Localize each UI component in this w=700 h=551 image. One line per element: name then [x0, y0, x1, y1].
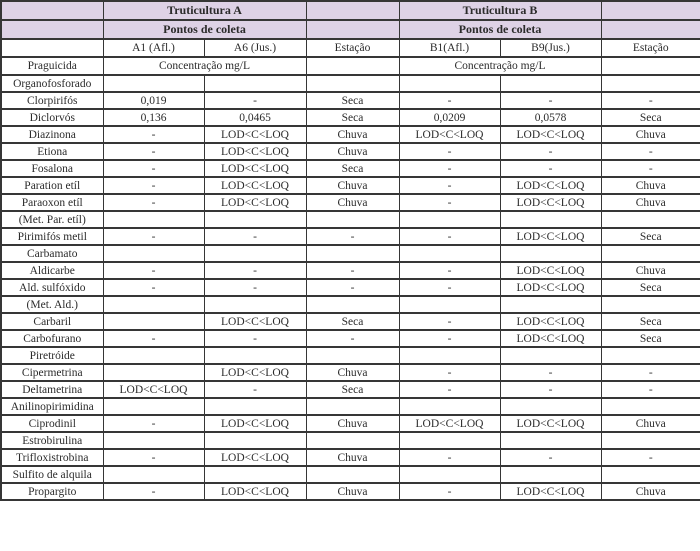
value-cell: Chuva	[601, 483, 700, 500]
value-cell: -	[306, 279, 399, 296]
table-row	[1, 483, 700, 500]
table-row	[1, 126, 700, 143]
value-cell: -	[500, 160, 601, 177]
value-cell: -	[103, 177, 204, 194]
value-cell: 0,0209	[399, 109, 500, 126]
value-cell	[399, 466, 500, 483]
table-row	[1, 432, 700, 449]
table-row	[1, 245, 700, 262]
value-cell: -	[399, 483, 500, 500]
value-cell: -	[500, 143, 601, 160]
value-cell: 0,0578	[500, 109, 601, 126]
value-cell	[601, 245, 700, 262]
value-cell	[500, 245, 601, 262]
table-row	[1, 364, 700, 381]
value-cell: -	[204, 279, 306, 296]
value-cell: -	[500, 92, 601, 109]
table-row	[1, 177, 700, 194]
value-cell	[601, 75, 700, 92]
value-cell	[103, 296, 204, 313]
value-cell: -	[103, 279, 204, 296]
value-cell	[103, 75, 204, 92]
value-cell: -	[399, 449, 500, 466]
header-row-farms	[1, 1, 700, 20]
pesticide-label: Piretróide	[1, 347, 103, 364]
spacer-cell	[601, 1, 700, 20]
value-cell: -	[103, 160, 204, 177]
value-cell: -	[399, 330, 500, 347]
pesticide-label: (Met. Ald.)	[1, 296, 103, 313]
value-cell: Chuva	[306, 143, 399, 160]
value-cell	[601, 296, 700, 313]
value-cell: Seca	[601, 109, 700, 126]
value-cell: -	[399, 364, 500, 381]
table-row	[1, 109, 700, 126]
pesticide-label: Diazinona	[1, 126, 103, 143]
value-cell: -	[399, 160, 500, 177]
value-cell: -	[103, 330, 204, 347]
value-cell: -	[500, 381, 601, 398]
pesticide-label: Propargito	[1, 483, 103, 500]
praguicida-label: Praguicida	[1, 57, 103, 75]
value-cell	[306, 347, 399, 364]
pesticide-label: (Met. Par. etíl)	[1, 211, 103, 228]
value-cell	[399, 347, 500, 364]
table-row	[1, 313, 700, 330]
collection-points-a-header: Pontos de coleta	[103, 20, 306, 39]
concentration-unit-b: Concentração mg/L	[399, 57, 601, 75]
pesticide-label: Clorpirifós	[1, 92, 103, 109]
value-cell: Seca	[601, 228, 700, 245]
value-cell	[399, 75, 500, 92]
value-cell: LOD<C<LOQ	[204, 126, 306, 143]
value-cell: LOD<C<LOQ	[500, 415, 601, 432]
value-cell: -	[204, 92, 306, 109]
value-cell: Chuva	[306, 415, 399, 432]
value-cell: Seca	[601, 330, 700, 347]
corner-cell	[1, 20, 103, 39]
value-cell: Seca	[306, 160, 399, 177]
value-cell: LOD<C<LOQ	[500, 194, 601, 211]
pesticide-label: Etiona	[1, 143, 103, 160]
value-cell	[306, 432, 399, 449]
value-cell: LOD<C<LOQ	[500, 177, 601, 194]
value-cell	[204, 296, 306, 313]
value-cell: LOD<C<LOQ	[103, 381, 204, 398]
value-cell	[306, 75, 399, 92]
value-cell: -	[204, 228, 306, 245]
pesticide-label: Ald. sulfóxido	[1, 279, 103, 296]
value-cell: -	[103, 449, 204, 466]
value-cell: -	[601, 160, 700, 177]
value-cell	[500, 398, 601, 415]
value-cell: -	[399, 279, 500, 296]
value-cell: Seca	[306, 109, 399, 126]
value-cell: -	[601, 364, 700, 381]
value-cell: LOD<C<LOQ	[204, 143, 306, 160]
pesticide-label: Carbofurano	[1, 330, 103, 347]
spacer-cell	[306, 1, 399, 20]
value-cell: LOD<C<LOQ	[204, 364, 306, 381]
value-cell: Chuva	[306, 194, 399, 211]
value-cell: LOD<C<LOQ	[399, 126, 500, 143]
value-cell: -	[103, 483, 204, 500]
value-cell	[500, 466, 601, 483]
value-cell: -	[399, 92, 500, 109]
value-cell: Chuva	[306, 449, 399, 466]
value-cell: LOD<C<LOQ	[204, 415, 306, 432]
value-cell	[103, 211, 204, 228]
value-cell	[601, 432, 700, 449]
value-cell	[601, 398, 700, 415]
value-cell: -	[399, 381, 500, 398]
col-header-season-b: Estação	[601, 39, 700, 57]
table-row	[1, 381, 700, 398]
value-cell	[204, 466, 306, 483]
value-cell: -	[204, 262, 306, 279]
corner-cell	[1, 39, 103, 57]
spacer-cell	[601, 57, 700, 75]
header-row-columns	[1, 39, 700, 57]
value-cell: Chuva	[601, 126, 700, 143]
value-cell: Chuva	[601, 177, 700, 194]
value-cell: -	[103, 126, 204, 143]
value-cell: LOD<C<LOQ	[500, 228, 601, 245]
value-cell: Seca	[601, 279, 700, 296]
value-cell: Seca	[306, 313, 399, 330]
table-row	[1, 279, 700, 296]
value-cell	[204, 347, 306, 364]
value-cell	[399, 398, 500, 415]
value-cell: -	[103, 143, 204, 160]
value-cell	[601, 347, 700, 364]
pesticide-label: Cipermetrina	[1, 364, 103, 381]
value-cell: LOD<C<LOQ	[204, 449, 306, 466]
value-cell: -	[399, 228, 500, 245]
pesticide-label: Fosalona	[1, 160, 103, 177]
pesticide-label: Carbamato	[1, 245, 103, 262]
value-cell: -	[306, 228, 399, 245]
table-row	[1, 330, 700, 347]
pesticide-label: Aldicarbe	[1, 262, 103, 279]
value-cell: Chuva	[601, 415, 700, 432]
value-cell: LOD<C<LOQ	[204, 313, 306, 330]
value-cell: -	[399, 313, 500, 330]
value-cell	[399, 211, 500, 228]
value-cell: LOD<C<LOQ	[204, 194, 306, 211]
value-cell	[500, 347, 601, 364]
value-cell	[103, 364, 204, 381]
value-cell: LOD<C<LOQ	[500, 330, 601, 347]
value-cell: -	[601, 381, 700, 398]
value-cell: Chuva	[306, 364, 399, 381]
value-cell	[103, 466, 204, 483]
value-cell: -	[103, 194, 204, 211]
value-cell: LOD<C<LOQ	[500, 313, 601, 330]
table-row	[1, 262, 700, 279]
value-cell: LOD<C<LOQ	[399, 415, 500, 432]
value-cell: LOD<C<LOQ	[500, 262, 601, 279]
value-cell: Seca	[306, 92, 399, 109]
value-cell	[103, 245, 204, 262]
pesticide-label: Pirimifós metil	[1, 228, 103, 245]
value-cell: -	[306, 262, 399, 279]
table-row	[1, 92, 700, 109]
table-row	[1, 296, 700, 313]
value-cell: LOD<C<LOQ	[500, 126, 601, 143]
value-cell: LOD<C<LOQ	[204, 177, 306, 194]
spacer-cell	[306, 57, 399, 75]
col-header-a1: A1 (Afl.)	[103, 39, 204, 57]
col-header-season-a: Estação	[306, 39, 399, 57]
value-cell: -	[103, 415, 204, 432]
value-cell: -	[103, 228, 204, 245]
value-cell: Chuva	[601, 262, 700, 279]
value-cell	[500, 296, 601, 313]
value-cell	[399, 432, 500, 449]
collection-points-b-header: Pontos de coleta	[399, 20, 601, 39]
value-cell: LOD<C<LOQ	[500, 483, 601, 500]
pesticide-label: Ciprodinil	[1, 415, 103, 432]
value-cell	[399, 296, 500, 313]
col-header-b1: B1(Afl.)	[399, 39, 500, 57]
value-cell	[500, 75, 601, 92]
value-cell	[204, 398, 306, 415]
value-cell	[500, 211, 601, 228]
value-cell	[204, 75, 306, 92]
value-cell	[306, 296, 399, 313]
value-cell	[103, 313, 204, 330]
value-cell: -	[601, 449, 700, 466]
table-row	[1, 160, 700, 177]
value-cell: -	[601, 92, 700, 109]
value-cell: -	[204, 381, 306, 398]
value-cell	[204, 432, 306, 449]
value-cell: Chuva	[306, 177, 399, 194]
table-row	[1, 228, 700, 245]
pesticide-label: Anilinopirimidina	[1, 398, 103, 415]
value-cell	[399, 245, 500, 262]
value-cell: Chuva	[601, 194, 700, 211]
pesticide-label: Diclorvós	[1, 109, 103, 126]
pesticide-label: Sulfito de alquila	[1, 466, 103, 483]
value-cell	[306, 211, 399, 228]
spacer-cell	[306, 20, 399, 39]
pesticide-label: Paration etíl	[1, 177, 103, 194]
value-cell: -	[500, 449, 601, 466]
value-cell: Chuva	[306, 126, 399, 143]
pesticide-label: Trifloxistrobina	[1, 449, 103, 466]
value-cell	[103, 432, 204, 449]
col-header-a6: A6 (Jus.)	[204, 39, 306, 57]
value-cell	[103, 347, 204, 364]
header-row-collection-points	[1, 20, 700, 39]
table-row	[1, 194, 700, 211]
value-cell	[204, 245, 306, 262]
value-cell	[306, 398, 399, 415]
value-cell	[601, 211, 700, 228]
value-cell	[306, 245, 399, 262]
pesticide-label: Deltametrina	[1, 381, 103, 398]
value-cell: -	[103, 262, 204, 279]
value-cell: -	[601, 143, 700, 160]
spacer-cell	[601, 20, 700, 39]
value-cell: -	[204, 330, 306, 347]
value-cell: LOD<C<LOQ	[204, 160, 306, 177]
value-cell: 0,019	[103, 92, 204, 109]
value-cell: -	[399, 194, 500, 211]
table-row	[1, 415, 700, 432]
value-cell: Seca	[601, 313, 700, 330]
value-cell: Chuva	[306, 483, 399, 500]
concentration-unit-a: Concentração mg/L	[103, 57, 306, 75]
value-cell	[306, 466, 399, 483]
value-cell: LOD<C<LOQ	[204, 483, 306, 500]
value-cell	[500, 432, 601, 449]
value-cell: -	[399, 262, 500, 279]
corner-cell	[1, 1, 103, 20]
table-row	[1, 347, 700, 364]
pesticide-label: Paraoxon etíl	[1, 194, 103, 211]
header-row-units	[1, 57, 700, 75]
value-cell: LOD<C<LOQ	[500, 279, 601, 296]
value-cell: -	[500, 364, 601, 381]
farm-b-header: Truticultura B	[399, 1, 601, 20]
value-cell	[601, 466, 700, 483]
table-row	[1, 398, 700, 415]
table-row	[1, 143, 700, 160]
value-cell	[204, 211, 306, 228]
value-cell: 0,136	[103, 109, 204, 126]
value-cell	[103, 398, 204, 415]
table-row	[1, 211, 700, 228]
farm-a-header: Truticultura A	[103, 1, 306, 20]
col-header-b9: B9(Jus.)	[500, 39, 601, 57]
value-cell: -	[399, 143, 500, 160]
pesticide-label: Organofosforado	[1, 75, 103, 92]
pesticide-label: Estrobirulina	[1, 432, 103, 449]
table-row	[1, 466, 700, 483]
table-row	[1, 75, 700, 92]
value-cell: 0,0465	[204, 109, 306, 126]
pesticide-label: Carbaril	[1, 313, 103, 330]
value-cell: -	[306, 330, 399, 347]
value-cell: -	[399, 177, 500, 194]
table-row	[1, 449, 700, 466]
table-body	[1, 75, 700, 500]
value-cell: Seca	[306, 381, 399, 398]
